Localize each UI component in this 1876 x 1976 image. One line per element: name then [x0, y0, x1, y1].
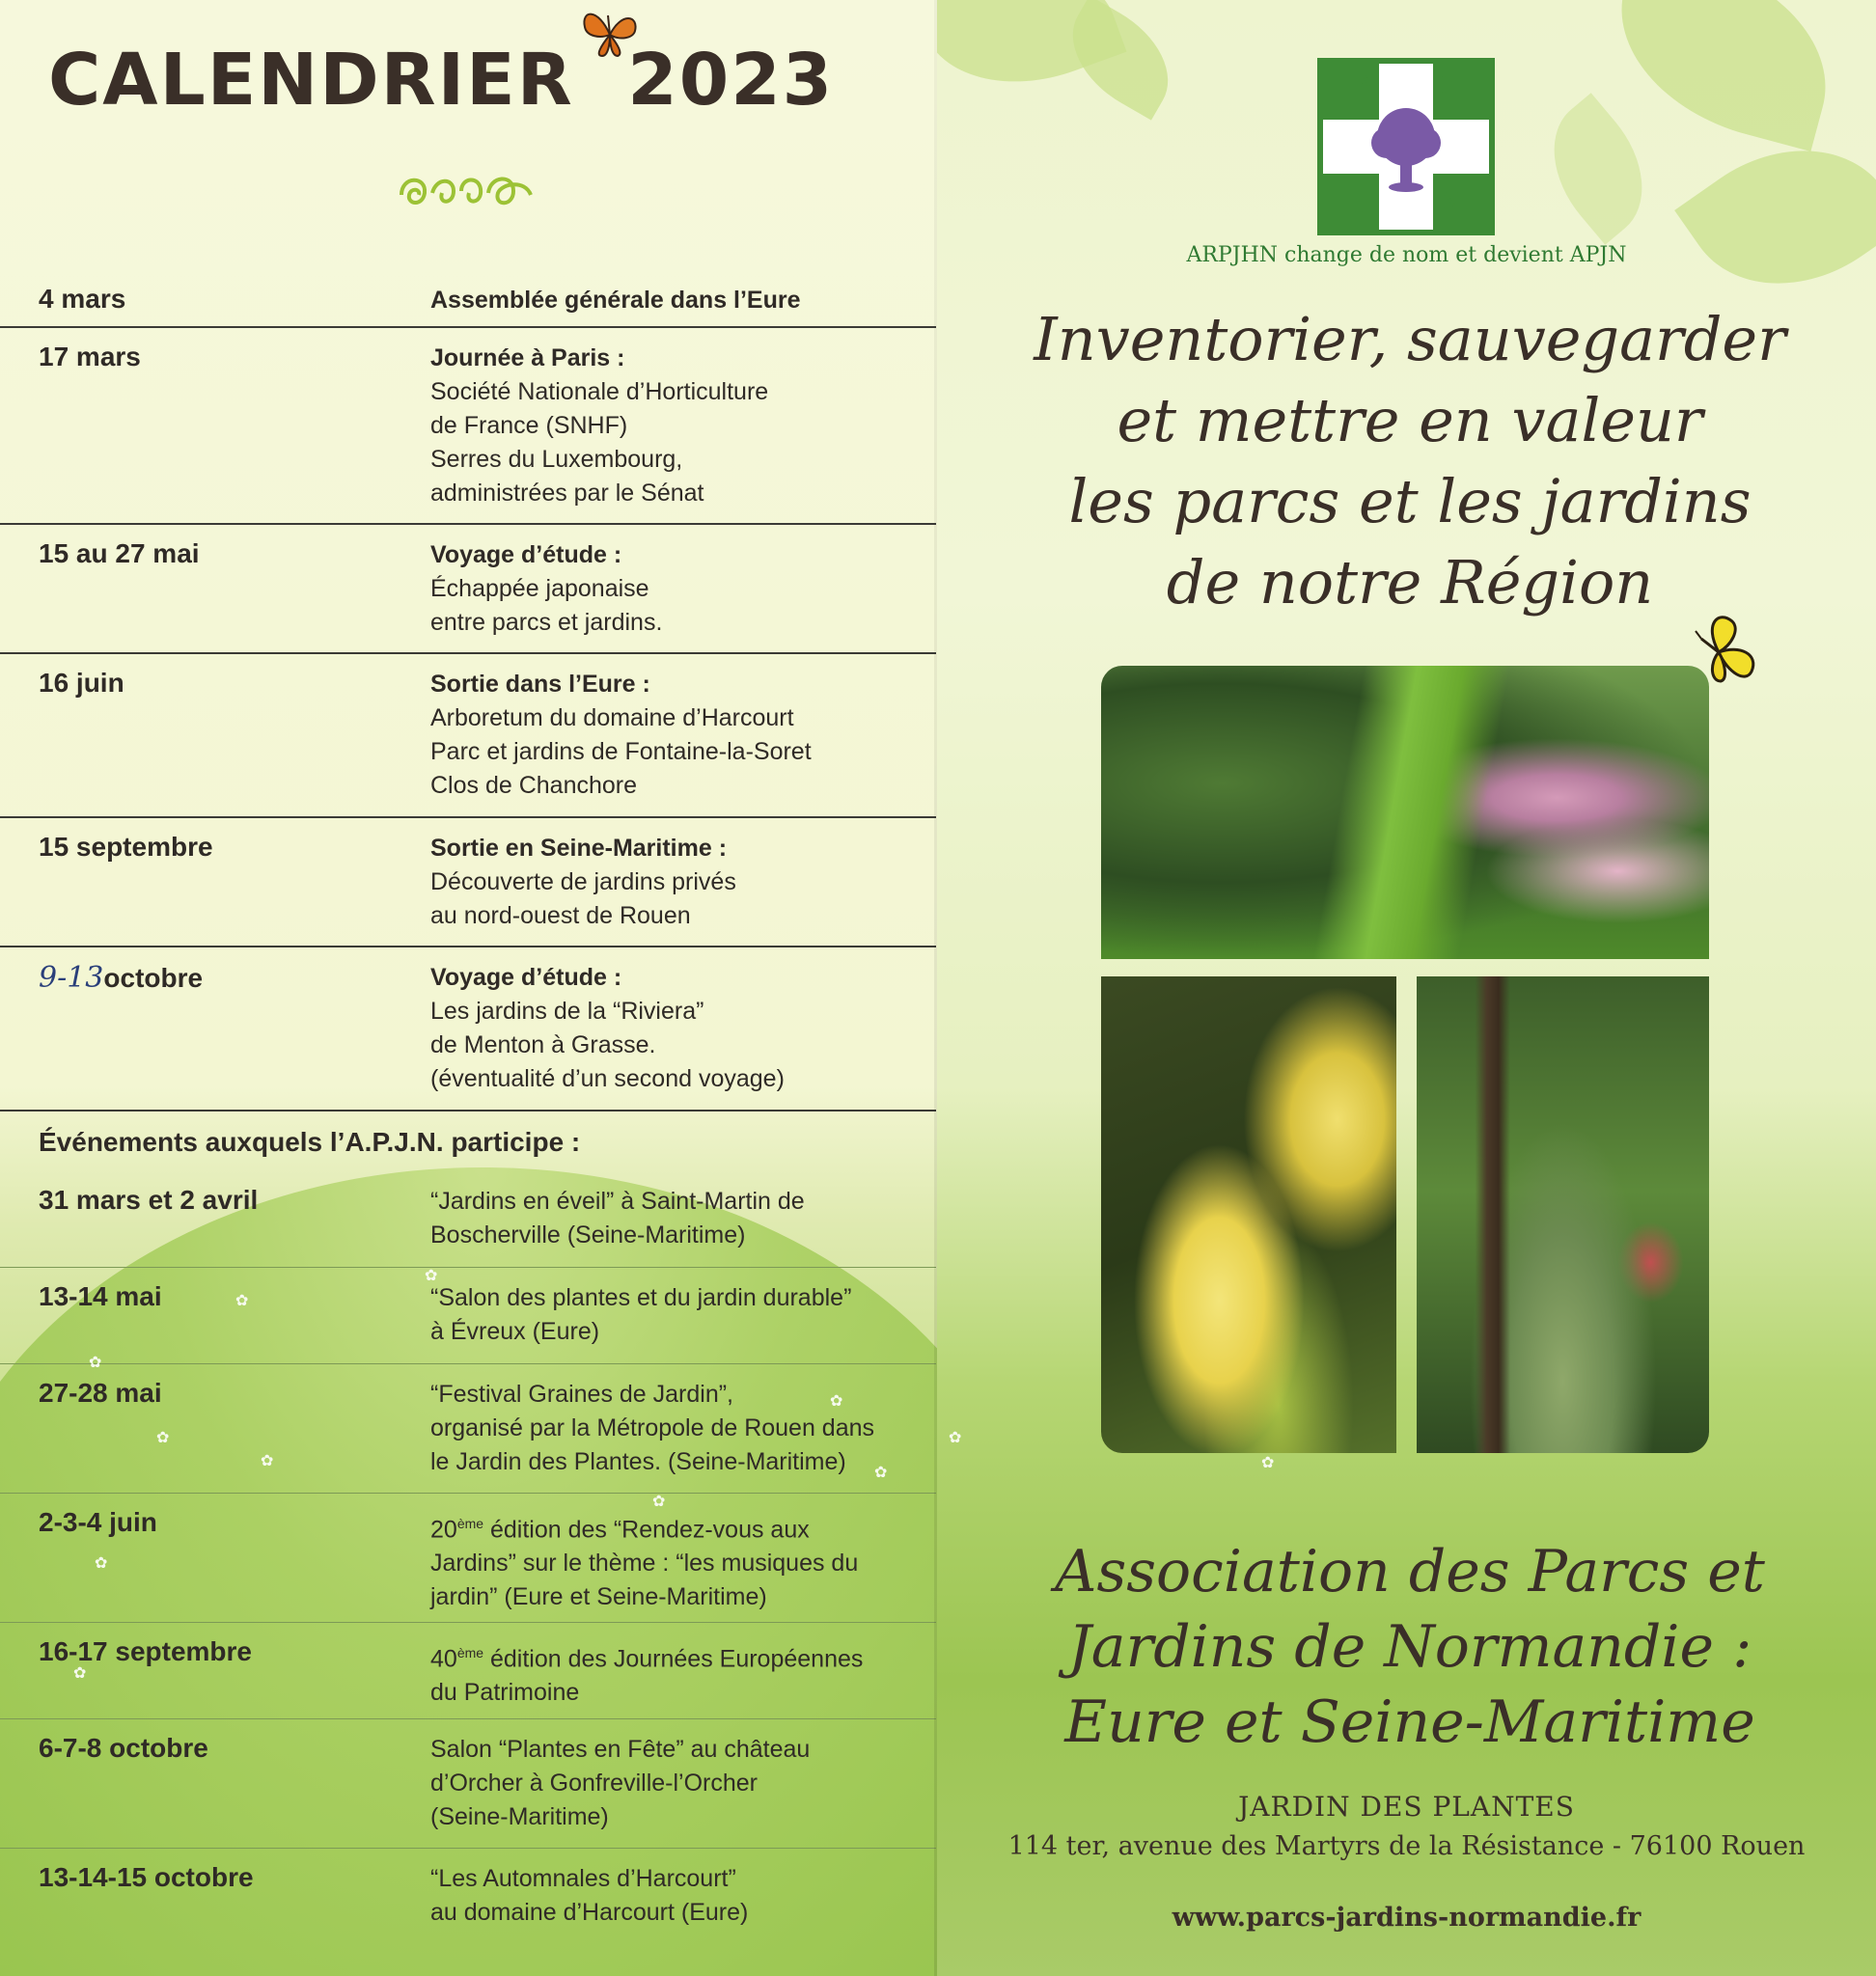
logo-letter: N	[1439, 187, 1461, 216]
association-name	[976, 1534, 1844, 1760]
participation-line: du Patrimoine	[430, 1679, 580, 1707]
calendar-row	[0, 328, 936, 525]
participation-date: 13-14 mai	[39, 1281, 162, 1311]
daisy-flower-icon: ✿	[95, 1555, 108, 1572]
participation-line: le Jardin des Plantes. (Seine-Maritime)	[430, 1448, 846, 1475]
logo-letter: P	[1439, 71, 1456, 100]
daisy-flower-icon: ✿	[652, 1494, 666, 1510]
event-title: Journée à Paris :	[430, 344, 625, 371]
event-line: Échappée japonaise	[430, 575, 649, 602]
event-date: 15 au 27 mai	[39, 538, 200, 568]
participation-heading: Événements auxquels l’A.P.J.N. participe :	[39, 1127, 581, 1157]
edition-number: 40	[430, 1645, 457, 1673]
participation-row	[0, 1494, 936, 1623]
event-description	[430, 284, 932, 317]
participation-date: 2-3-4 juin	[39, 1507, 157, 1537]
event-title: Sortie en Seine-Maritime :	[430, 835, 728, 862]
association-line: Jardins de Normandie :	[1067, 1613, 1752, 1681]
website-link[interactable]: www.parcs-jardins-normandie.fr	[1172, 1903, 1642, 1933]
participation-row	[0, 1623, 936, 1719]
participation-line: “Jardins en éveil” à Saint-Martin de	[430, 1188, 805, 1215]
event-title: Voyage d’étude :	[430, 541, 622, 568]
event-line: Découverte de jardins privés	[430, 868, 736, 895]
motto-line: les parcs et les jardins	[1068, 466, 1752, 536]
participation-date: 6-7-8 octobre	[39, 1733, 208, 1763]
edition-suffix: ème	[456, 1516, 484, 1531]
event-date: 4 mars	[39, 284, 126, 314]
event-line: de France (SNHF)	[430, 412, 628, 439]
participation-description	[430, 1507, 932, 1614]
apjn-logo	[1317, 58, 1495, 235]
event-date: 16 juin	[39, 668, 124, 698]
participation-row	[0, 1268, 936, 1364]
participation-line	[430, 1507, 932, 1547]
daisy-flower-icon: ✿	[425, 1268, 438, 1284]
event-date: 15 septembre	[39, 832, 213, 862]
edition-number: 20	[430, 1516, 457, 1544]
event-line: Parc et jardins de Fontaine-la-Soret	[430, 738, 812, 765]
monarch-butterfly-icon	[579, 6, 641, 62]
event-date: 17 mars	[39, 342, 141, 371]
motto-line: et mettre en valeur	[1117, 385, 1703, 455]
leaf-decoration	[1596, 0, 1851, 151]
daisy-flower-icon: ✿	[830, 1393, 843, 1410]
event-line: Serres du Luxembourg,	[430, 446, 683, 473]
participation-line: jardin” (Eure et Seine-Maritime)	[430, 1583, 767, 1611]
daisy-flower-icon: ✿	[261, 1453, 274, 1469]
daisy-flower-icon: ✿	[89, 1355, 102, 1371]
calendar-title-word: CALENDRIER	[48, 39, 574, 122]
calendar-row	[0, 272, 936, 328]
daisy-flower-icon: ✿	[73, 1665, 87, 1682]
event-line: administrées par le Sénat	[430, 480, 704, 507]
daisy-flower-icon: ✿	[949, 1430, 962, 1446]
participation-date: 27-28 mai	[39, 1378, 162, 1408]
garden-path-photo	[1101, 666, 1709, 959]
participation-description	[430, 1862, 932, 1930]
event-line: Arboretum du domaine d’Harcourt	[430, 704, 794, 731]
daisy-flower-icon: ✿	[156, 1430, 170, 1446]
participation-line: au domaine d’Harcourt (Eure)	[430, 1899, 749, 1926]
motto	[976, 299, 1844, 623]
event-line: au nord-ouest de Rouen	[430, 902, 691, 929]
apjn-logo-icon	[1323, 64, 1489, 230]
calendar-row	[0, 525, 936, 654]
event-description	[430, 538, 932, 640]
participation-date: 16-17 septembre	[39, 1636, 253, 1666]
participation-row	[0, 1171, 936, 1268]
participation-line: “Les Automnales d’Harcourt”	[430, 1865, 736, 1892]
event-line: de Menton à Grasse.	[430, 1031, 656, 1058]
participation-row	[0, 1849, 936, 1945]
participation-description	[430, 1281, 932, 1349]
event-date	[39, 961, 203, 995]
association-line: Eure et Seine-Maritime	[1064, 1688, 1755, 1756]
participation-line: Boscherville (Seine-Maritime)	[430, 1221, 746, 1249]
participation-description	[430, 1733, 932, 1834]
participation-date: 13-14-15 octobre	[39, 1862, 254, 1892]
participation-line: Salon “Plantes en Fête” au château	[430, 1736, 811, 1763]
daisy-flower-icon: ✿	[874, 1465, 888, 1481]
participation-line: “Festival Graines de Jardin”,	[430, 1381, 734, 1408]
calendar-year: 2023	[627, 39, 835, 122]
cover-panel	[937, 0, 1876, 1976]
participation-line: d’Orcher à Gonfreville-l’Orcher	[430, 1770, 758, 1797]
leaf-decoration	[1525, 93, 1672, 244]
event-title: Sortie dans l’Eure :	[430, 671, 650, 698]
event-line: Société Nationale d’Horticulture	[430, 378, 769, 405]
motto-line: Inventorier, sauvegarder	[1034, 304, 1786, 374]
participation-date: 31 mars et 2 avril	[39, 1185, 259, 1215]
event-line: (éventualité d’un second voyage)	[430, 1065, 785, 1092]
magnolia-flower-photo	[1101, 976, 1396, 1453]
address-title: JARDIN DES PLANTES	[1238, 1791, 1575, 1823]
daisy-flower-icon: ✿	[235, 1293, 249, 1309]
participation-description	[430, 1185, 932, 1252]
daisy-flower-icon: ✿	[1261, 1455, 1275, 1471]
motto-line: de notre Région	[1166, 547, 1654, 618]
event-date-month: octobre	[103, 963, 204, 993]
calendar-row	[0, 654, 936, 818]
logo-letter: A	[1356, 71, 1374, 100]
logo-caption: ARPJHN change de nom et devient APJN	[1186, 243, 1627, 267]
participation-row	[0, 1719, 936, 1849]
participation-line	[430, 1636, 932, 1676]
participation-line: à Évreux (Eure)	[430, 1318, 600, 1345]
event-line: Clos de Chanchore	[430, 772, 638, 799]
participation-description	[430, 1636, 932, 1710]
yellow-butterfly-icon	[1690, 610, 1761, 691]
event-line: entre parcs et jardins.	[430, 609, 663, 636]
event-title: Voyage d’étude :	[430, 964, 622, 991]
participation-line-text: édition des “Rendez-vous aux	[483, 1516, 810, 1544]
event-description	[430, 832, 932, 933]
logo-letter: J	[1356, 187, 1366, 216]
event-description	[430, 961, 932, 1096]
participation-line-text: édition des Journées Européennes	[483, 1645, 864, 1673]
participation-line: organisé par la Métropole de Rouen dans	[430, 1414, 875, 1441]
participation-line: Jardins” sur le thème : “les musiques du	[430, 1550, 859, 1578]
edition-suffix: ème	[456, 1645, 484, 1660]
participation-line: “Salon des plantes et du jardin durable”	[430, 1284, 852, 1311]
calendar-row	[0, 947, 936, 1112]
address-line: 114 ter, avenue des Martyrs de la Résistance - 76100 Rouen	[1007, 1831, 1806, 1861]
calendar-row	[0, 818, 936, 947]
event-description	[430, 668, 932, 803]
participation-line: (Seine-Maritime)	[430, 1803, 609, 1830]
park-stream-photo	[1417, 976, 1709, 1453]
participation-row	[0, 1364, 936, 1494]
event-description	[430, 342, 932, 510]
event-line: Les jardins de la “Riviera”	[430, 998, 704, 1025]
calendar-title	[48, 39, 834, 122]
event-title: Assemblée générale dans l’Eure	[430, 287, 801, 314]
handwritten-note: 9-13	[39, 961, 104, 995]
association-line: Association des Parcs et	[1055, 1538, 1765, 1606]
flourish-ornament-icon	[394, 166, 538, 214]
participation-description	[430, 1378, 932, 1479]
